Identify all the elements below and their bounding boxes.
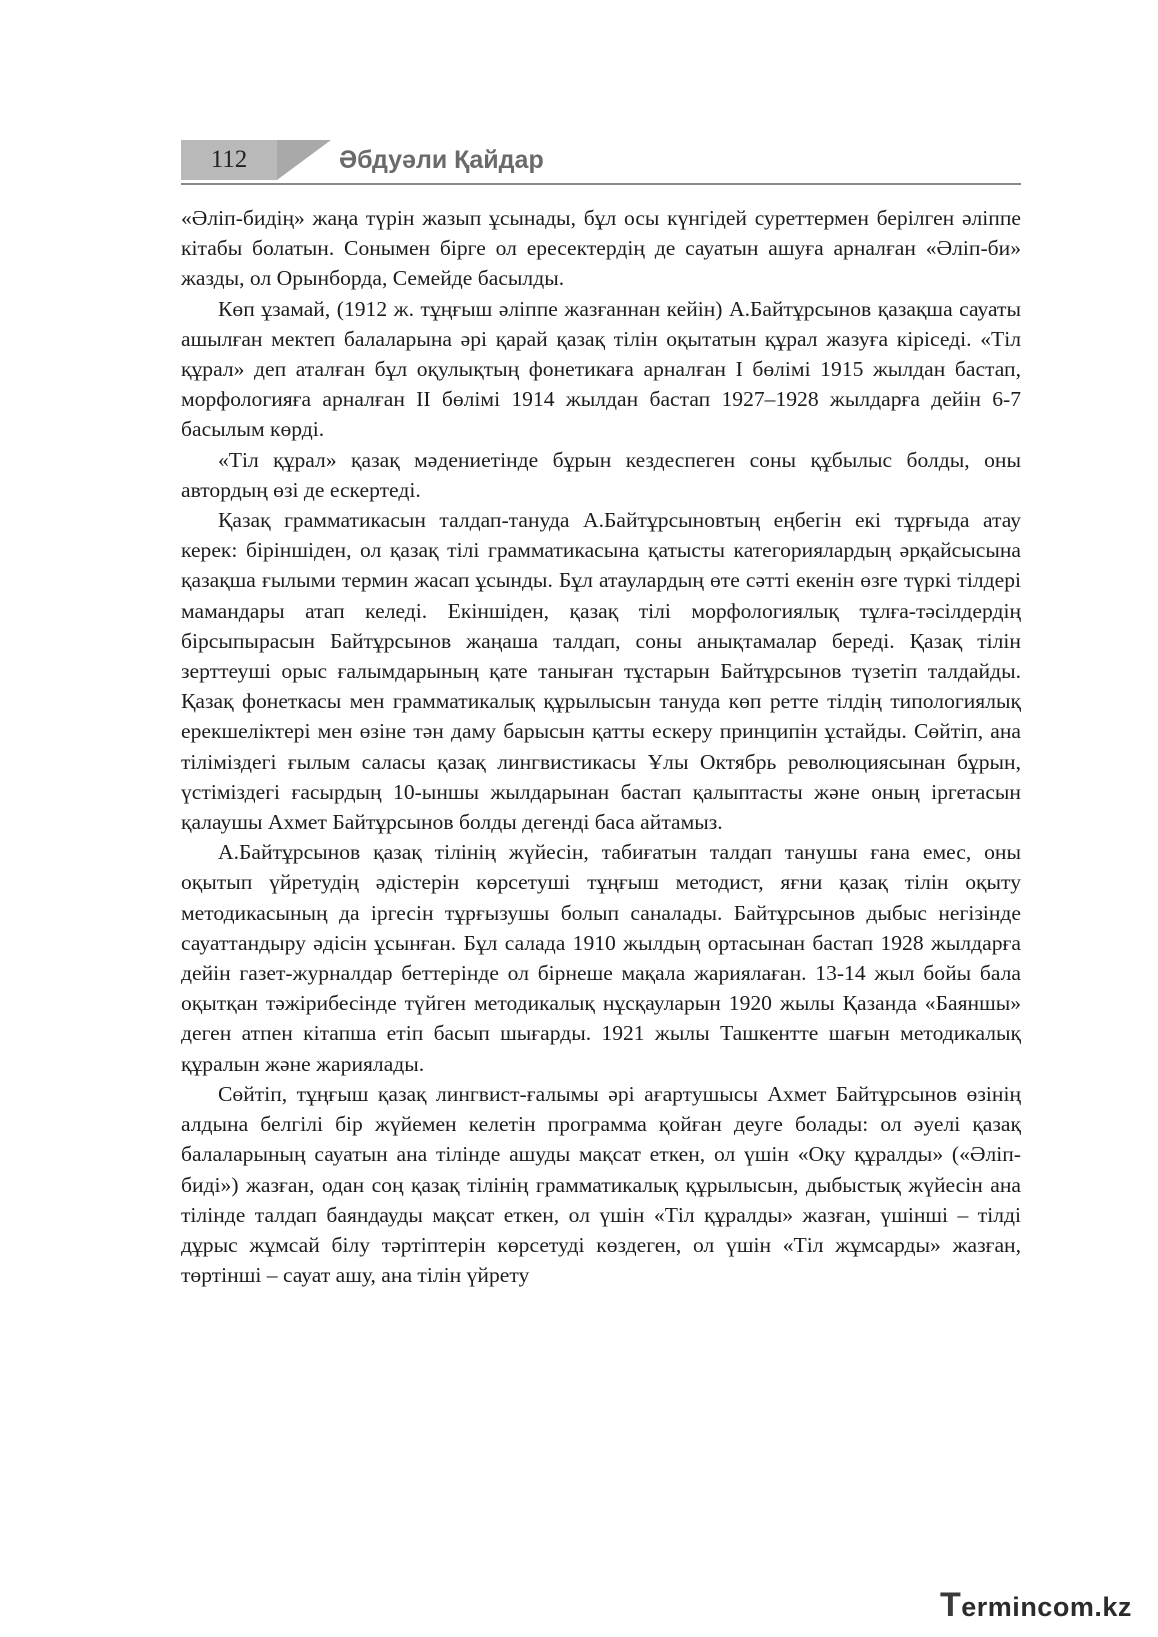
paragraph: Қазақ грамматикасын талдап-тануда А.Байтұрсыновтың еңбегін екі тұрғыда атау керек: біріншіден, ол қазақ тілі грамматикасына қатысты категориялардың әрқайсысына қазақша ғылыми термин жасап ұсынды. Бұл атаулардың өте сәтті екенін өзге түркі тілдері мамандары атап келеді. Екіншіден, қазақ тілі морфологиялық тұлға-тәсілдердің бірсыпырасын Байтұрсынов жаңаша талдап, соны анықтамалар береді. Қазақ тілін зерттеуші орыс ғалымдарының қате таныған тұстарын Байтұрсынов түзетіп талдайды. Қазақ фонеткасы мен грамматикалық құрылысын тануда көп ретте тілдің типологиялық ерекшеліктері мен өзіне тән даму барысын қатты ескеру принципін ұстайды. Сөйтіп, ана тіліміздегі ғылым саласы қазақ лингвистикасы Ұлы Октябрь революциясынан бұрын, үстіміздегі ғасырдың 10-ыншы жылдарынан бастап қалыптасты және оның іргетасын қалаушы Ахмет Байтұрсынов болды дегенді баса айтамыз. (181, 508, 1021, 835)
watermark-initial: T (940, 1586, 962, 1624)
header-divider (181, 183, 1021, 185)
paragraph: Сөйтіп, тұңғыш қазақ лингвист-ғалымы әрі ағартушысы Ахмет Байтұрсынов өзінің алдына белгілі бір жүйемен келетін программа қойған деуге болады: ол әуелі қазақ балаларының сауатын ана тілінде ашуды мақсат еткен, ол үшін «Оқу құралды» («Әліп-биді») жазған, одан соң қазақ тілінің грамматикалық құрылысын, дыбыстық жүйесін ана тілінде талдап баяндауды мақсат еткен, ол үшін «Тіл құралды» жазған, үшінші – тілді дұрыс жұмсай білу тәртіптерін көрсетуді көздеген, ол үшін «Тіл жұмсарды» жазған, төртінші – сауат ашу, ана тілін үйрету (181, 1081, 1021, 1288)
paragraph: А.Байтұрсынов қазақ тілінің жүйесін, табиғатын талдап танушы ғана емес, оны оқытып үйретудің әдістерін көрсетуші тұңғыш методист, яғни қазақ тілін оқыту методикасының да іргесін тұрғызушы болып саналады. Байтұрсынов дыбыс негізінде сауаттандыру әдісін ұсынған. Бұл салада 1910 жылдың ортасынан бастап 1928 жылдарға дейін газет-журналдар беттерінде ол бірнеше мақала жариялаған. 13-14 жыл бойы бала оқытқан тәжірибесінде түйген методикалық нұсқауларын 1920 жылы Қазанда «Баяншы» деген атпен кітапша етіп басып шығарды. 1921 жылы Ташкентте шағын методикалық құралын және жариялады. (181, 840, 1021, 1076)
termincom-watermark-logo (940, 1586, 1132, 1622)
paragraph-continued: «Әліп-бидің» жаңа түрін жазып ұсынады, бұл осы күнгідей суреттермен берілген әліппе кітабы болатын. Сонымен бірге ол ересектердің де сауатын ашуға арналған «Әліп-би» жазды, ол Орынборда, Семейде басылды. (181, 206, 1021, 291)
paragraph: Көп ұзамай, (1912 ж. тұңғыш әліппе жазғаннан кейін) А.Байтұрсынов қазақша сауаты ашылған мектеп балаларына әрі қарай қазақ тілін оқытатын құрал жазуға кіріседі. «Тіл құрал» деп аталған бұл оқулықтың фонетикаға арналған I бөлімі 1915 жылдан бастап, морфологияға арналған II бөлімі 1914 жылдан бастап 1927–1928 жылдарға дейін 6-7 басылым көрді. (181, 296, 1021, 442)
running-header-author: Әбдуәли Қайдар (339, 146, 544, 174)
watermark-text: ermincom.kz (961, 1592, 1132, 1622)
page-number-tab-decoration (277, 140, 331, 180)
paragraph: «Тіл құрал» қазақ мәдениетінде бұрын кездеспеген соны құбылыс болды, оны автордың өзі де ескертеді. (181, 447, 1021, 502)
page-number: 112 (181, 140, 277, 180)
body-text (181, 203, 1021, 1290)
page-header (181, 137, 1021, 187)
